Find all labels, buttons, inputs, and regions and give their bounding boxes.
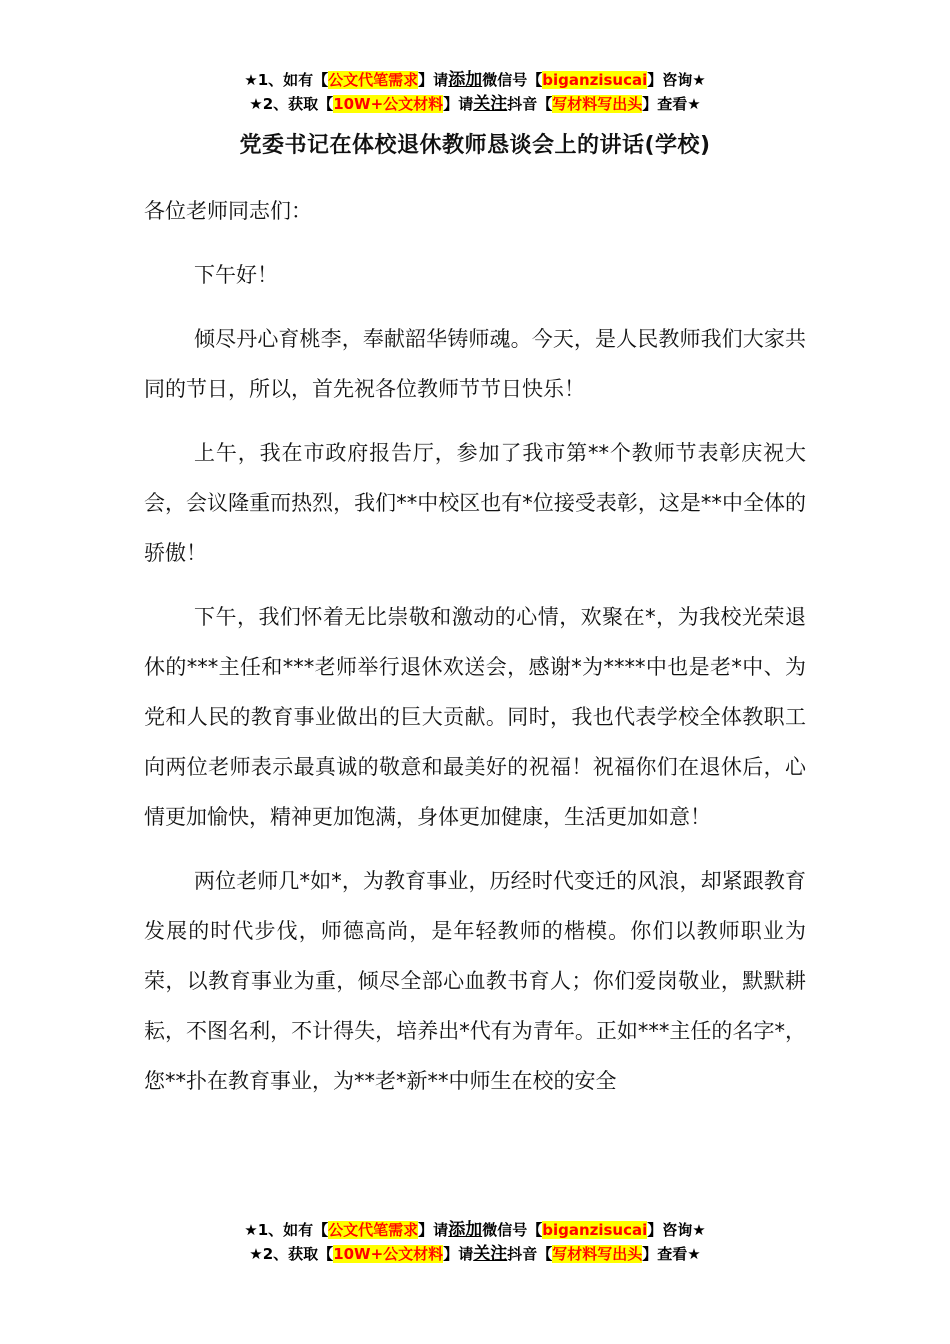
ad-text: 微信号【 xyxy=(482,71,543,89)
ad-emphasis: 添加 xyxy=(448,1220,483,1240)
ad-text: ★1、如有【 xyxy=(244,71,329,89)
ad-text: 】请 xyxy=(418,71,449,89)
ad-text: ★2、获取【 xyxy=(249,95,334,113)
document-body xyxy=(144,186,806,1120)
ad-text: 抖音【 xyxy=(507,1245,553,1263)
ad-highlight-douyin: 写材料写出头 xyxy=(552,1245,643,1263)
footer-ad-line-2 xyxy=(0,1242,950,1266)
ad-highlight: 10W+公文材料 xyxy=(333,1245,444,1263)
paragraph: 上午，我在市政府报告厅，参加了我市第**个教师节表彰庆祝大会，会议隆重而热烈，我们**中校区也有*位接受表彰，这是**中全体的骄傲！ xyxy=(144,441,806,565)
ad-highlight: 公文代笔需求 xyxy=(328,71,419,89)
ad-text: 】请 xyxy=(418,1221,449,1239)
paragraph: 下午，我们怀着无比崇敬和激动的心情，欢聚在*，为我校光荣退休的***主任和***老师举行退休欢送会，感谢*为****中也是老*中、为党和人民的教育事业做出的巨大贡献。同时，我也代表学校全体教职工向两位老师表示最真诚的敬意和最美好的祝福！祝福你们在退休后，心情更加愉快，精神更加饱满，身体更加健康，生活更加如意！ xyxy=(144,605,806,829)
ad-text: 】咨询★ xyxy=(647,71,706,89)
ad-text: 微信号【 xyxy=(482,1221,543,1239)
ad-emphasis: 添加 xyxy=(448,70,483,90)
paragraph: 倾尽丹心育桃李，奉献韶华铸师魂。今天，是人民教师我们大家共同的节日，所以，首先祝各位教师节节日快乐！ xyxy=(144,327,806,401)
ad-highlight-douyin: 写材料写出头 xyxy=(552,95,643,113)
ad-text: 】请 xyxy=(443,1245,474,1263)
ad-text: ★2、获取【 xyxy=(249,1245,334,1263)
ad-text: 】查看★ xyxy=(642,1245,701,1263)
ad-text: 抖音【 xyxy=(507,95,553,113)
ad-text: 】请 xyxy=(443,95,474,113)
header-ad-line-2 xyxy=(0,92,950,116)
ad-highlight-wechat: biganzisucai xyxy=(542,1221,648,1239)
paragraph-greeting: 下午好！ xyxy=(194,263,278,287)
document-title: 党委书记在体校退休教师恳谈会上的讲话(学校) xyxy=(239,133,711,158)
ad-emphasis: 关注 xyxy=(473,1244,508,1264)
ad-text: ★1、如有【 xyxy=(244,1221,329,1239)
ad-text: 】查看★ xyxy=(642,95,701,113)
ad-highlight-wechat: biganzisucai xyxy=(542,71,648,89)
footer-ad-block xyxy=(0,1218,950,1266)
ad-emphasis: 关注 xyxy=(473,94,508,114)
paragraph: 两位老师几*如*，为教育事业，历经时代变迁的风浪，却紧跟教育发展的时代步伐，师德高尚，是年轻教师的楷模。你们以教师职业为荣，以教育事业为重，倾尽全部心血教书育人；你们爱岗敬业，默默耕耘，不图名利，不计得失，培养出*代有为青年。正如***主任的名字*，您**扑在教育事业，为**老*新**中师生在校的安全 xyxy=(144,869,806,1093)
footer-ad-line-1 xyxy=(0,1218,950,1242)
ad-highlight: 10W+公文材料 xyxy=(333,95,444,113)
ad-text: 】咨询★ xyxy=(647,1221,706,1239)
ad-highlight: 公文代笔需求 xyxy=(328,1221,419,1239)
salutation: 各位老师同志们： xyxy=(144,199,312,223)
header-ad-line-1 xyxy=(0,68,950,92)
header-ad-block xyxy=(0,68,950,116)
